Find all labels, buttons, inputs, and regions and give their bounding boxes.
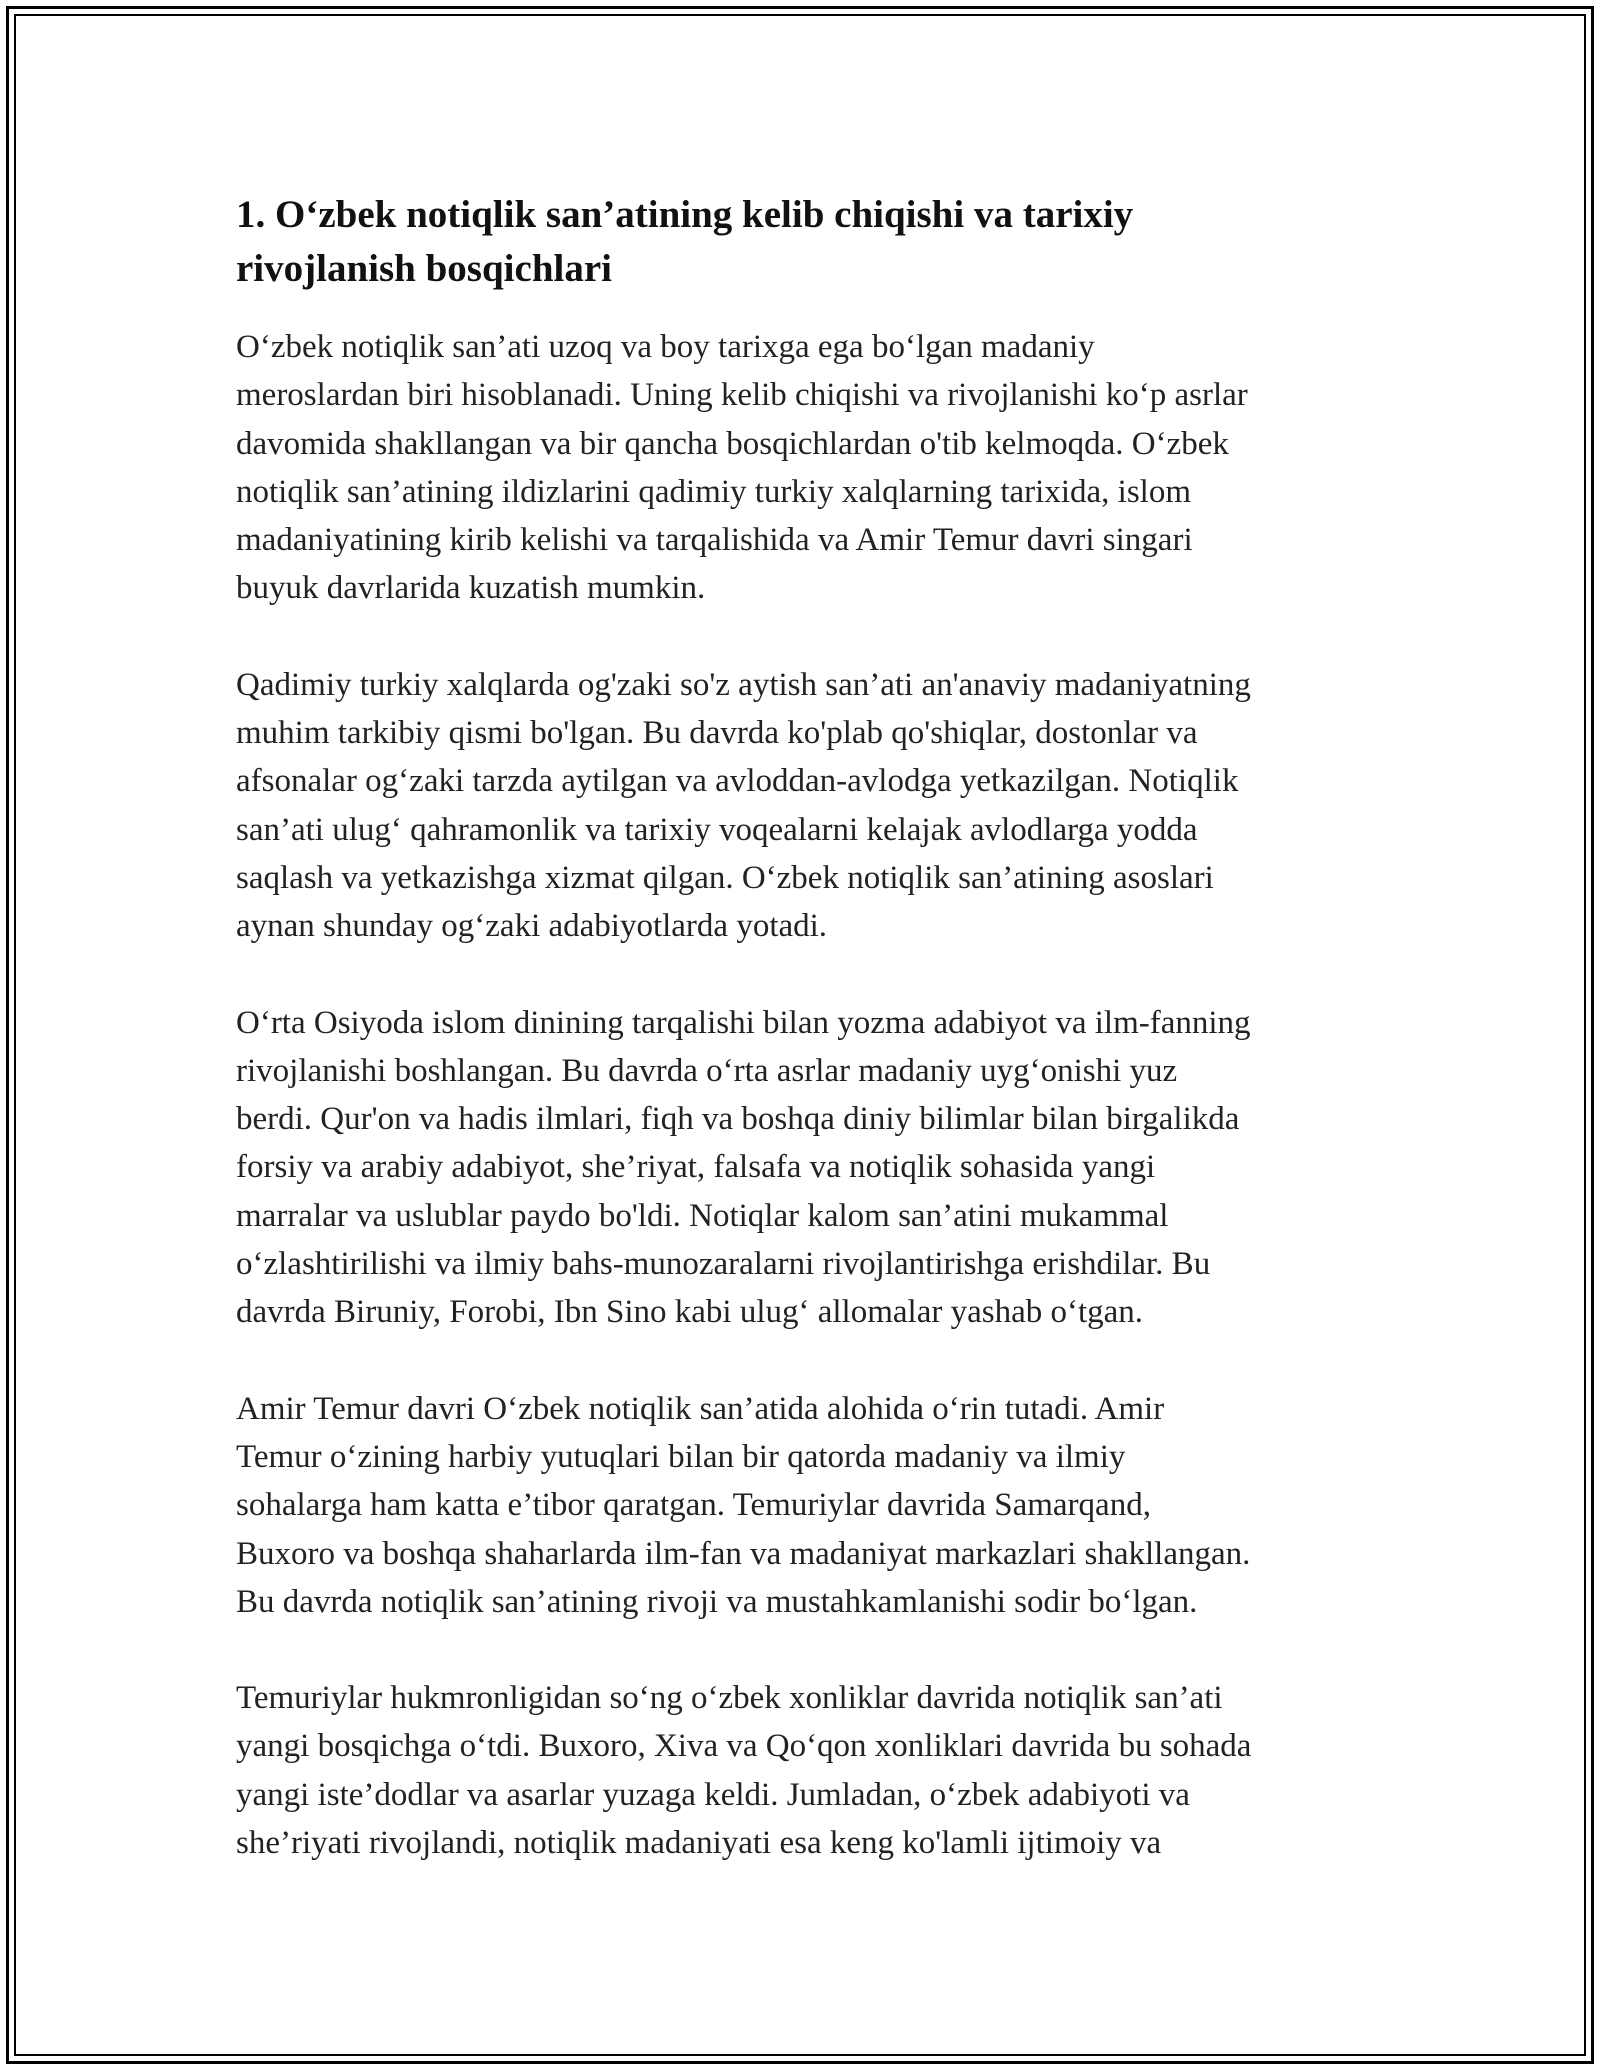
paragraph-line: afsonalar og‘zaki tarzda aytilgan va avloddan-avlodga yetkazilgan. Notiqlik — [236, 763, 1239, 800]
heading-line: rivojlanish bosqichlari — [236, 247, 612, 290]
paragraph-line: aynan shunday og‘zaki adabiyotlarda yotadi. — [236, 908, 828, 945]
paragraph-line: Qadimiy turkiy xalqlarda og'zaki so'z aytish san’ati an'anaviy madaniyatning — [236, 666, 1251, 703]
paragraph-line: sohalarga ham katta e’tibor qaratgan. Temuriylar davrida Samarqand, — [236, 1487, 1151, 1524]
paragraph-4 — [236, 1385, 1376, 1626]
paragraph-line: davrda Biruniy, Forobi, Ibn Sino kabi ulug‘ allomalar yashab o‘tgan. — [236, 1294, 1144, 1331]
paragraph-5 — [236, 1674, 1376, 1867]
paragraph-line: muhim tarkibiy qismi bo'lgan. Bu davrda ko'plab qo'shiqlar, dostonlar va — [236, 715, 1198, 752]
paragraph-line: O‘rta Osiyoda islom dinining tarqalishi bilan yozma adabiyot va ilm-fanning — [236, 1004, 1251, 1041]
paragraph-line: O‘zbek notiqlik san’ati uzoq va boy tarixga ega bo‘lgan madaniy — [236, 329, 1095, 365]
paragraph-1 — [236, 323, 1376, 613]
paragraph-line: saqlash va yetkazishga xizmat qilgan. O‘zbek notiqlik san’atining asoslari — [236, 859, 1214, 896]
paragraph-line: davomida shakllangan va bir qancha bosqichlardan o'tib kelmoqda. O‘zbek — [236, 425, 1229, 462]
paragraph-line: forsiy va arabiy adabiyot, she’riyat, falsafa va notiqlik sohasida yangi — [236, 1149, 1156, 1186]
paragraph-3 — [236, 999, 1376, 1337]
paragraph-line: Temuriylar hukmronligidan so‘ng o‘zbek xonliklar davrida notiqlik san’ati — [236, 1680, 1223, 1717]
paragraph-line: she’riyati rivojlandi, notiqlik madaniyati esa keng ko'lamli ijtimoiy va — [236, 1825, 1162, 1862]
paragraph-line: Amir Temur davri O‘zbek notiqlik san’atida alohida o‘rin tutadi. Amir — [236, 1390, 1165, 1427]
paragraph-line: berdi. Qur'on va hadis ilmlari, fiqh va boshqa diniy bilimlar bilan birgalikda — [236, 1101, 1240, 1138]
paragraph-line: buyuk davrlarida kuzatish mumkin. — [236, 570, 706, 607]
paragraph-line: yangi bosqichga o‘tdi. Buxoro, Xiva va Qo‘qon xonliklari davrida bu sohada — [236, 1728, 1252, 1765]
paragraph-line: meroslardan biri hisoblanadi. Uning kelib chiqishi va rivojlanishi ko‘p asrlar — [236, 377, 1248, 414]
paragraph-line: Temur o‘zining harbiy yutuqlari bilan bir qatorda madaniy va ilmiy — [236, 1438, 1126, 1475]
paragraph-line: yangi iste’dodlar va asarlar yuzaga keldi. Jumladan, o‘zbek adabiyoti va — [236, 1776, 1190, 1813]
paragraph-line: Bu davrda notiqlik san’atining rivoji va mustahkamlanishi sodir bo‘lgan. — [236, 1583, 1198, 1620]
paragraph-line: madaniyatining kirib kelishi va tarqalishida va Amir Temur davri singari — [236, 522, 1193, 559]
paragraph-line: marralar va uslublar paydo bo'ldi. Notiqlar kalom san’atini mukammal — [236, 1197, 1169, 1234]
paragraph-line: Buxoro va boshqa shaharlarda ilm-fan va madaniyat markazlari shakllangan. — [236, 1535, 1251, 1572]
paragraph-2 — [236, 661, 1376, 951]
paragraph-line: san’ati ulug‘ qahramonlik va tarixiy voqealarni kelajak avlodlarga yodda — [236, 811, 1198, 848]
section-heading — [236, 188, 1376, 296]
document-body — [236, 188, 1376, 1867]
paragraph-line: rivojlanishi boshlangan. Bu davrda o‘rta asrlar madaniy uyg‘onishi yuz — [236, 1052, 1178, 1089]
heading-line: 1. O‘zbek notiqlik san’atining kelib chiqishi va tarixiy — [236, 193, 1134, 236]
paragraph-line: notiqlik san’atining ildizlarini qadimiy turkiy xalqlarning tarixida, islom — [236, 473, 1192, 510]
paragraph-line: o‘zlashtirilishi va ilmiy bahs-munozaralarni rivojlantirishga erishdilar. Bu — [236, 1246, 1211, 1283]
